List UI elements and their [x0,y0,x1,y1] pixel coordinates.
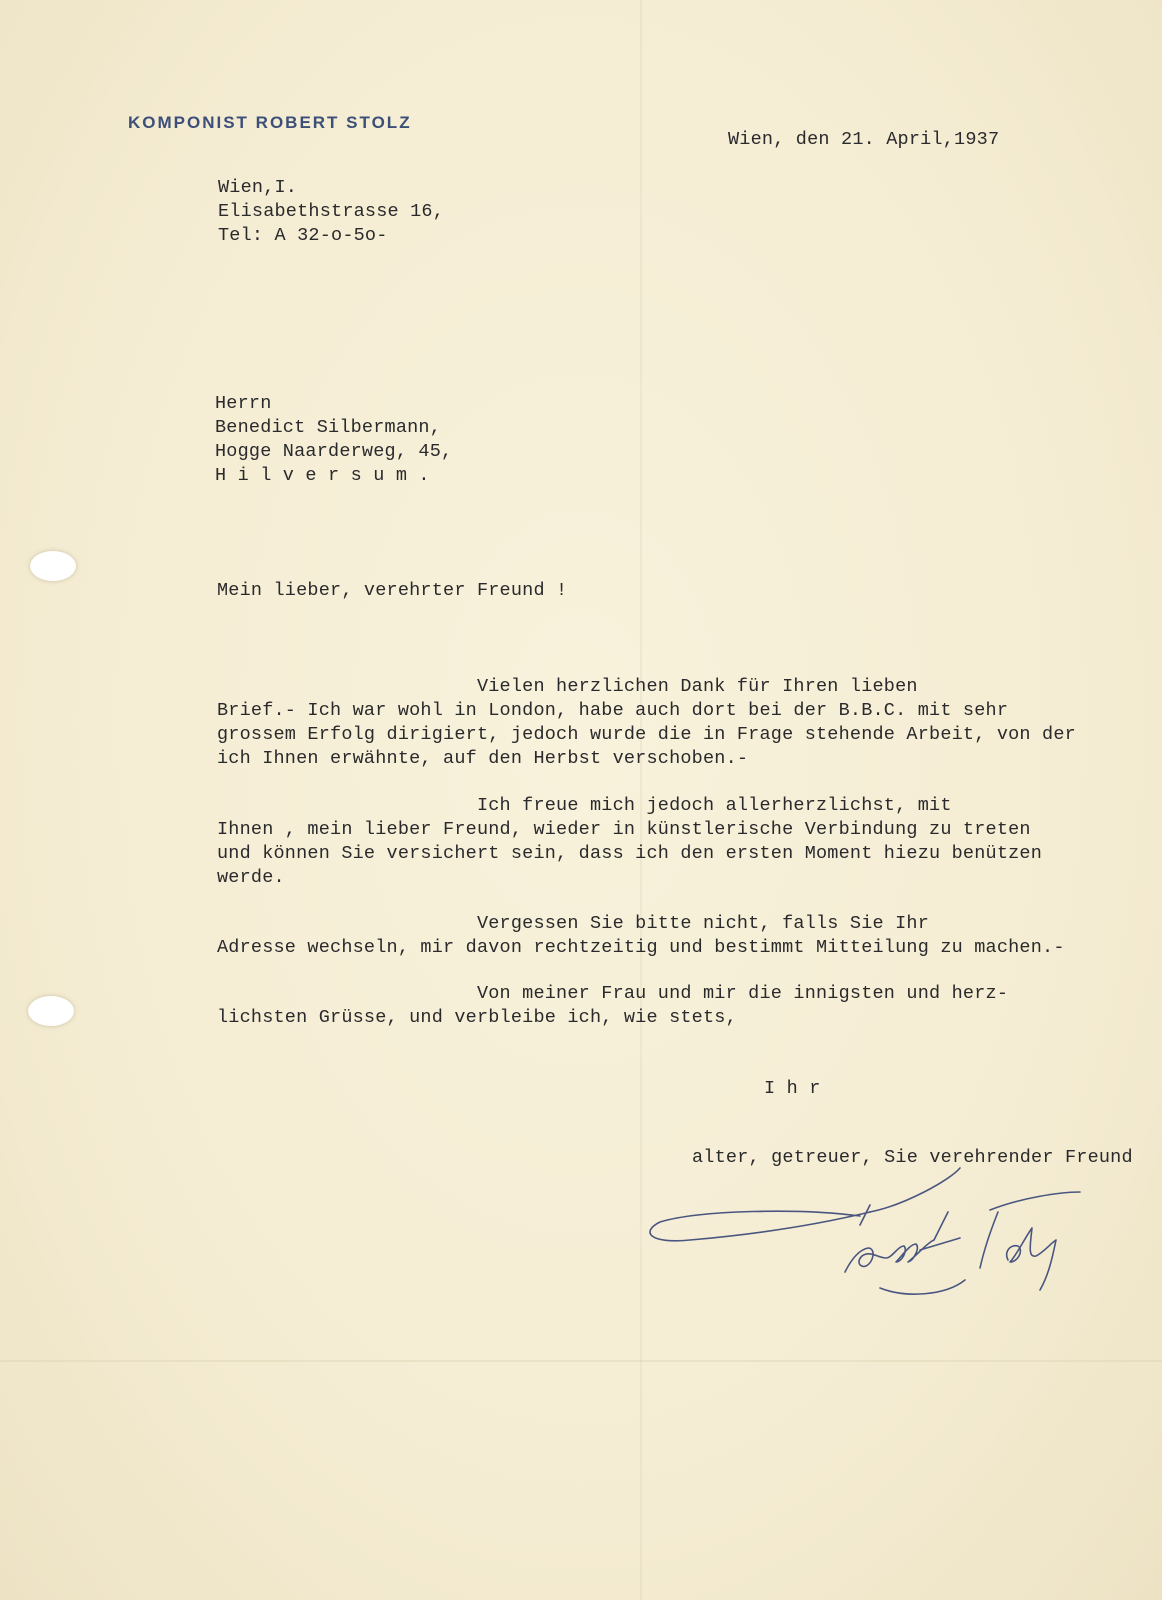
sender-address-line: Tel: A 32-o-5o- [218,225,388,246]
body-line: werde. [217,867,285,888]
body-line: ich Ihnen erwähnte, auf den Herbst verschoben.- [217,748,749,769]
body-line: Vielen herzlichen Dank für Ihren lieben [217,676,918,697]
body-line: Ich freue mich jedoch allerherzlichst, mit [217,795,952,816]
sender-address-line: Elisabethstrasse 16, [218,201,445,222]
date-line: Wien, den 21. April,1937 [728,129,1000,150]
letterhead: KOMPONIST ROBERT STOLZ [128,113,412,132]
body-line: Ihnen , mein lieber Freund, wieder in künstlerische Verbindung zu treten [217,819,1031,840]
body-line: lichsten Grüsse, und verbleibe ich, wie stets, [217,1007,737,1028]
salutation: Mein lieber, verehrter Freund ! [217,580,568,601]
body-line: Brief.- Ich war wohl in London, habe auch dort bei der B.B.C. mit sehr [217,700,1009,721]
body-line: Von meiner Frau und mir die innigsten und herz- [217,983,1009,1004]
body-line: Adresse wechseln, mir davon rechtzeitig und bestimmt Mitteilung zu machen.- [217,937,1065,958]
body-line: grossem Erfolg dirigiert, jedoch wurde die in Frage stehende Arbeit, von der [217,724,1076,745]
recipient-line: Benedict Silbermann, [215,417,442,438]
closing-line: alter, getreuer, Sie verehrender Freund [692,1147,1133,1168]
sender-address-line: Wien,I. [218,177,298,198]
closing-ihr: I h r [764,1078,821,1099]
body-line: und können Sie versichert sein, dass ich den ersten Moment hiezu benützen [217,843,1043,864]
recipient-line: H i l v e r s u m . [215,465,430,486]
recipient-line: Hogge Naarderweg, 45, [215,441,453,462]
recipient-line: Herrn [215,393,272,414]
body-line: Vergessen Sie bitte nicht, falls Sie Ihr [217,913,930,934]
